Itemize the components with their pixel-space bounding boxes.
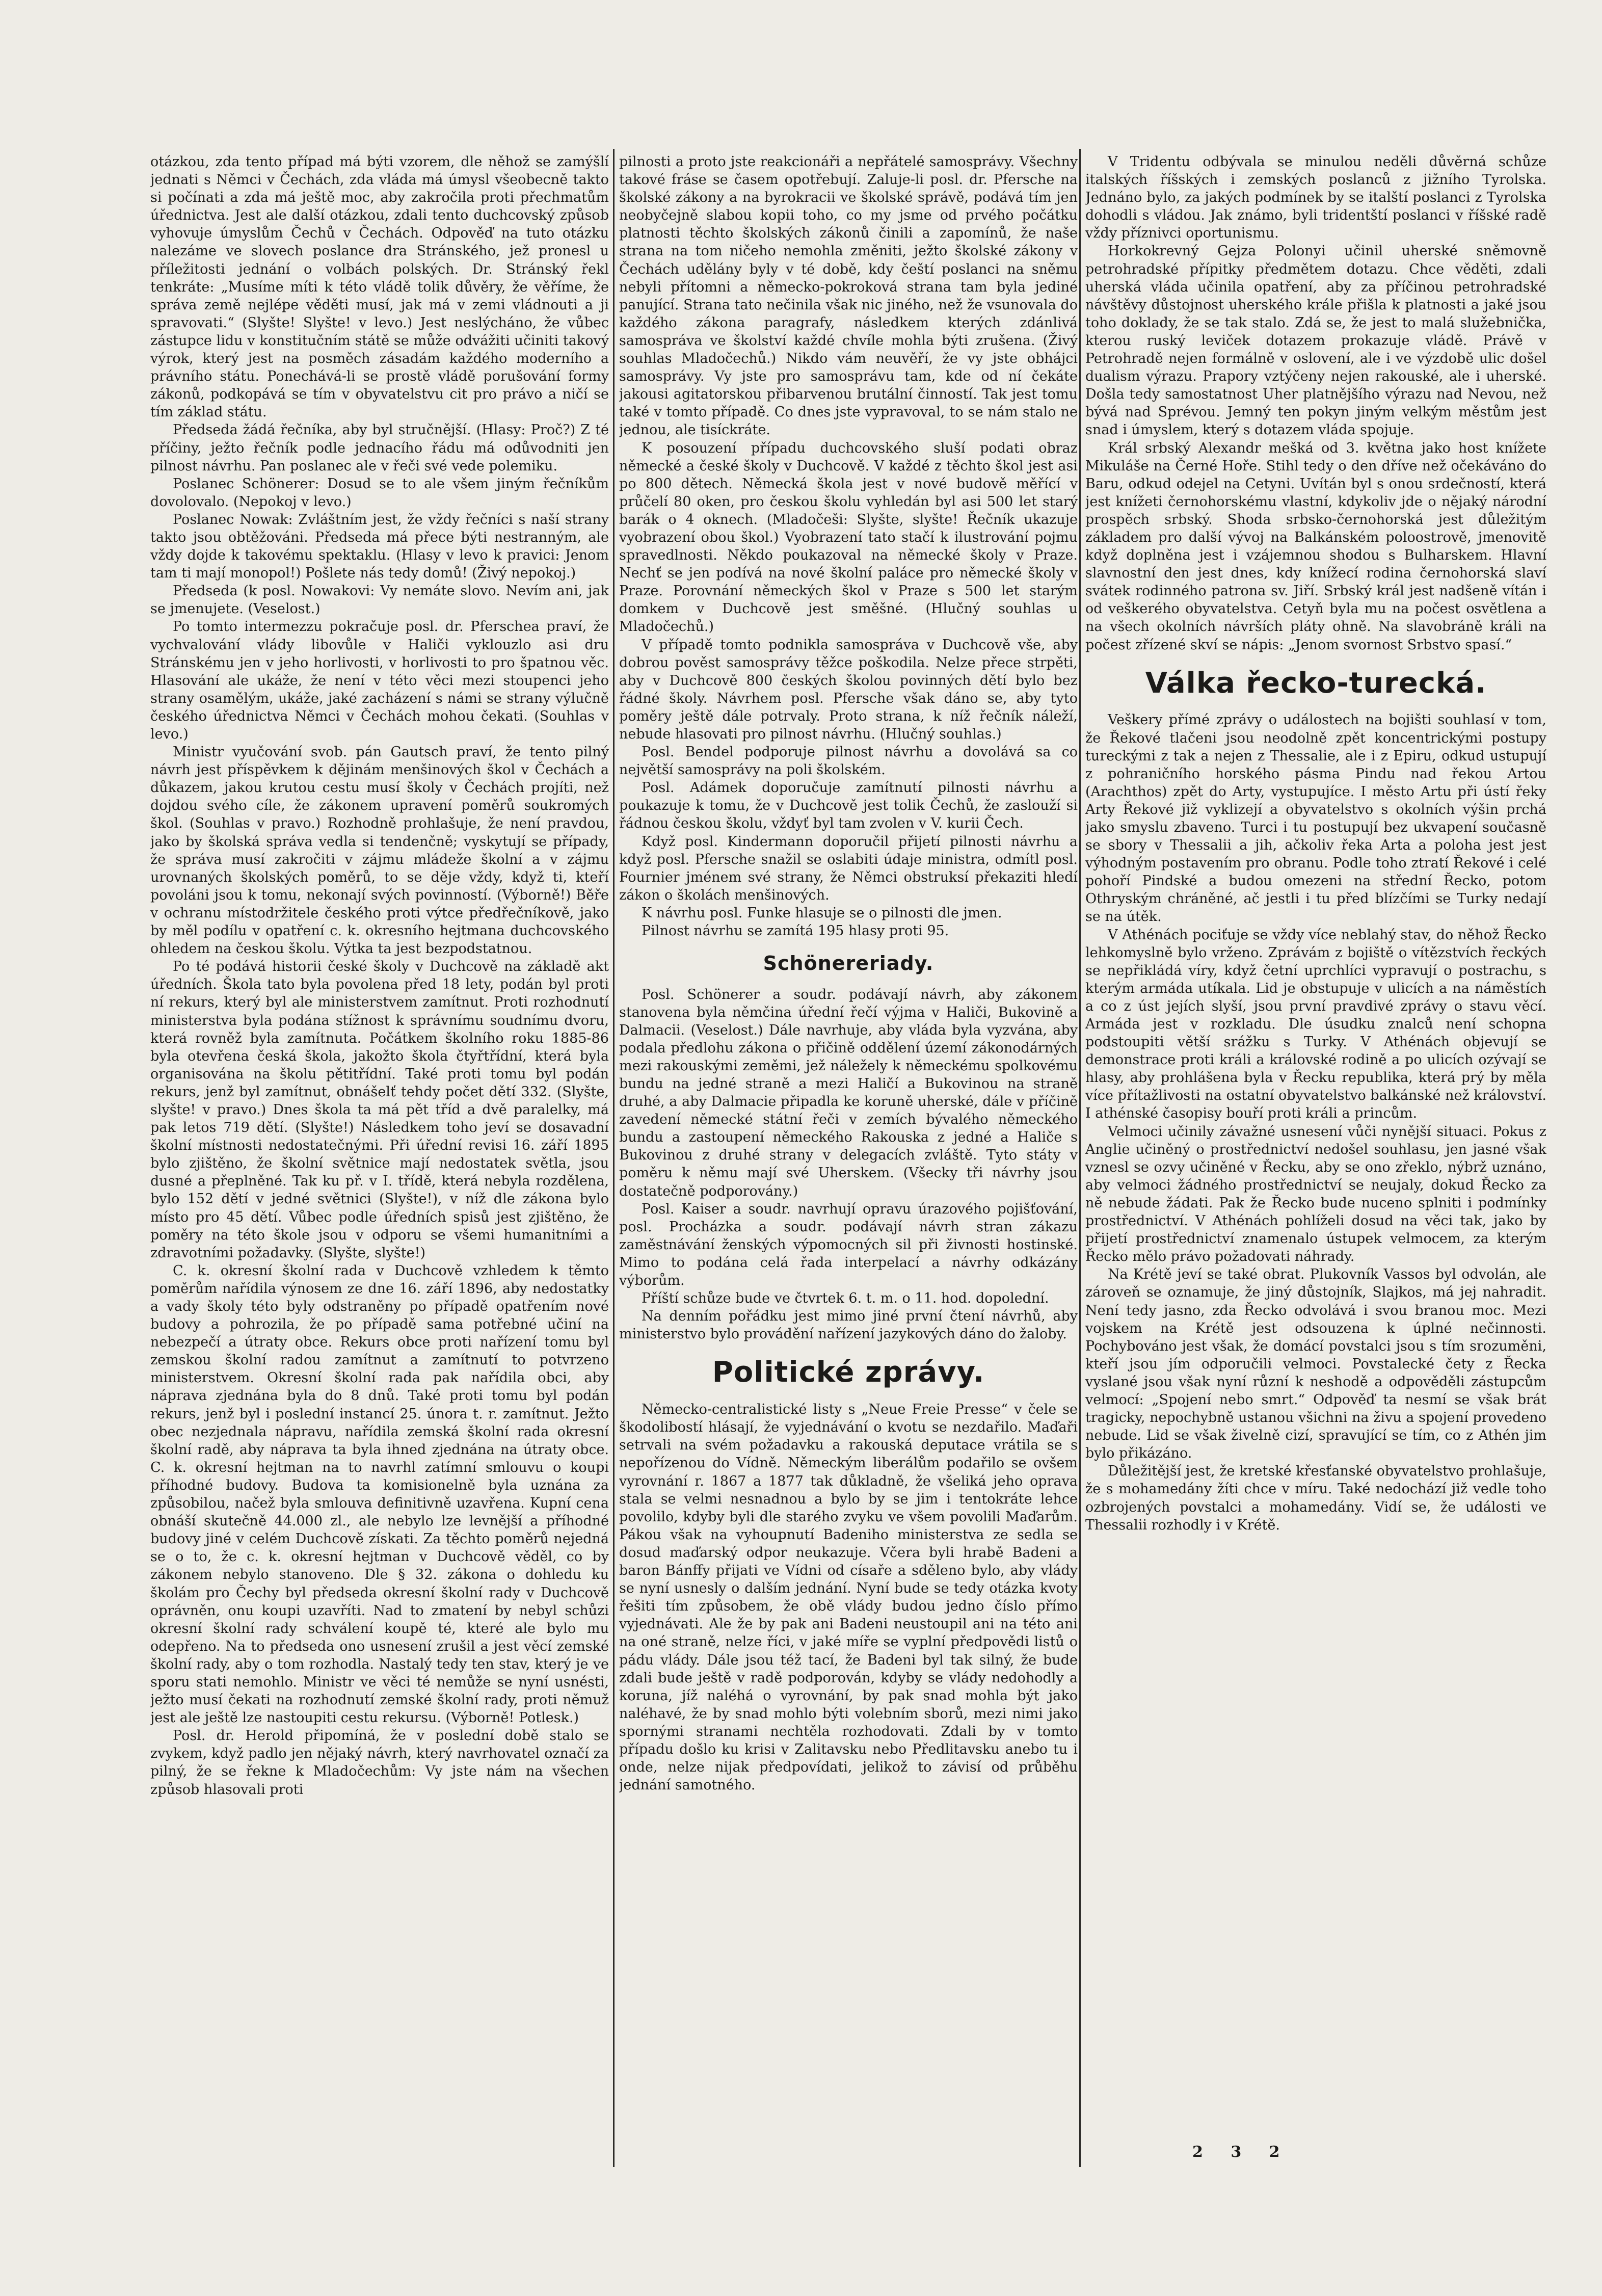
article-paragraph: Horkokrevný Gejza Polonyi učinil uherské sněmovně petrohradské přípitky předmětem dotazu. Chce věděti, zdali uherská vláda učinila opatření, aby za příčinou petrohradské návštěvy důstojnost uherského krále přišla k platnosti a jaké jsou toho doklady, že se tak stalo. Zdá se, že jest to malá služebnička, kterou ruský leviček dotazem prokazuje vládě. Právě v Petrohradě nejen formálně v oslovení, ale i ve výzdobě ulic došel dualism výrazu. Prapory vztýčeny nejen rakouské, ale i uherské. Došla tedy samostatnost Uher platnějšího výrazu nad Nevou, než bývá nad Sprévou. Jemný ten pokyn jiným velkým městům jest snad i úmyslem, který s dotazem vláda spojuje. bbox=[1085, 243, 1546, 438]
article-paragraph: Poslanec Schönerer: Dosud se to ale všem jiným řečníkům dovolovalo. (Nepokoj v levo.) bbox=[150, 476, 609, 510]
article-paragraph: Velmoci učinily závažné usnesení vůči nynější situaci. Pokus z Anglie učiněný o prostřednictví nedošel souhlasu, jen jasné však vznesl se ozvy učiněné v Řecku, aby se ono zřeklo, nýbrž uznáno, aby velmoci žádného prostřednictví se neujaly, dokud Řecko za ně nebude žádati. Pak že Řecko bude nuceno splniti i podmínky prostřednictví. V Athénách pohlíželi dosud na věci tak, jako by přijetí prostřednictví znamenalo ústupek velmocem, za kterým Řecko mělo právo požadovati náhrady. bbox=[1085, 1123, 1546, 1265]
article-paragraph: Posl. dr. Herold připomíná, že v poslední době stalo se zvykem, když padlo jen nějaký návrh, který navrhovatel označí za pilný, že se řekne k Mladočechům: Vy jste nám na všechen způsob hlasovali proti bbox=[150, 1728, 609, 1798]
article-paragraph: Veškery přímé zprávy o událostech na bojišti souhlasí v tom, že Řekové tlačeni jsou neodolně zpět koncentrickými postupy tureckými z tak a nejen z Thessalie, ale i z Epiru, odkud ustupují z pohraničního horského pásma Pindu nad řekou Artou (Arachthos) zpět do Arty, vystupujíce. I město Artu při ústí řeky Arty Řekové již vyklizejí a obyvatelstvo s okolních výšin prchá jako smyslu zbaveno. Turci i tu postupují bez ukvapení současně se sbory v Thessalii a jih, ačkoliv řeka Arta a poloha jest jest výhodným postavením pro obranu. Podle toho ztratí Řekové i celé pohoří Pindské a budou omezeni na střední Řecko, potom Othryským chráněné, ač jestli i tu před blízčími se Turky nedají se na útěk. bbox=[1085, 712, 1546, 925]
article-paragraph: V případě tomto podnikla samospráva v Duchcově vše, aby dobrou pověst samosprávy těžce poškodila. Nelze přece strpěti, aby v Duchcově 800 českých školou povinných dětí bylo bez řádné školy. Návrhem posl. Pfersche však dáno se, aby tyto poměry ještě dále potrvaly. Proto strana, k níž řečník náleží, nebude hlasovati pro pilnost návrhu. (Hlučný souhlas.) bbox=[619, 637, 1078, 742]
article-paragraph: C. k. okresní školní rada v Duchcově vzhledem k těmto poměrům nařídila výnosem ze dne 16. září 1896, aby nedostatky a vady školy této byly odstraněny po případě opatřením nové budovy a pohrozila, že po případě sama potřebné učiní na nebezpečí a útraty obce. Rekurs obce proti nařízení tomu byl zemskou školní radou zamítnut a zamítnutí to potvrzeno ministerstvem. Okresní školní rada pak nařídila obci, aby náprava zjednána byla do 8 dnů. Také proti tomu byl podán rekurs, jenž byl i poslední instancí 25. února t. r. zamítnut. Ježto obec nezjednala nápravu, nařídila zemská školní rada okresní školní radě, aby náprava ta byla ihned zjednána na útraty obce. C. k. okresní hejtman na to navrhl zatímní smlouvu o koupi příhodné budovy. Budova ta komisionelně byla uznána za způsobilou, načež byla smlouva definitivně uzavřena. Kupní cena obnáší skutečně 44.000 zl., ale nebylo lze levnější a příhodné budovy jiné v celém Duchcově získati. Za těchto poměrů nejedná se o to, že c. k. okresní hejtman v Duchcově věděl, co by zákonem nebylo stanoveno. Dle § 32. zákona o dohledu ku školám pro Čechy byl předseda okresní školní rady v Duchcově oprávněn, onu koupi uzavříti. Nad to zmatení by nebyl schůzi okresní školní rady schválení koupě té, které ale bylo mu odepřeno. Na to předseda ono usnesení zrušil a jest věcí zemské školní rady, aby o tom rozhodla. Nastalý tedy ten stav, který je ve sporu stati nemohlo. Ministr ve věci té nemůže se nyní usnésti, ježto musí čekati na rozhodnutí zemské školní rady, proti němuž jest ale ještě lze nastoupiti cestu rekursu. (Výborně! Potlesk.) bbox=[150, 1262, 609, 1726]
article-paragraph: Německo-centralistické listy s „Neue Freie Presse“ v čele se škodolibostí hlásají, že vyjednávání o kvotu se nezdařilo. Maďaři setrvali na svém požadavku a rakouská deputace vrátila se s nepořízenou do Vídně. Německým liberálům podařilo se ovšem vyrovnání r. 1867 a 1877 tak důkladně, že všeliká jeho oprava stala se velmi nesnadnou a bylo by se jim i tentokráte lehce povolilo, kdyby byli dle starého zvyku ve všem povolili Maďarům. Pákou však na vyhoupnutí Badeniho ministerstva ze sedla se dosud maďarský odpor neukazuje. Včera byli hrabě Badeni a baron Bánffy přijati ve Vídni od císaře a sděleno bylo, aby vlády se nyní usnesly o dalším jednání. Nyní bude se tedy otázka kvoty řešiti tím způsobem, že obě vlády budou jedno číslo přímo vyjednávati. Ale že by pak ani Badeni neustoupil ani na této ani na oné straně, nelze říci, v jaké míře se vyplní předpovědi listů o pádu vlády. Dále jsou též tací, že Badeni byl tak silný, že bude zdali bude ještě v radě podporován, kdyby se vlády nedohodly a koruna, jíž naléhá o vyrovnání, by pak snad mohla být jako naléhavé, že by snad mohlo býti volebním sborů, mezi nimi jako spornými stranami nechtěla rozhodovati. Zdali by v tomto případu došlo ku krisi v Zalitavsku nebo Předlitavsku anebo tu i onde, nelze nijak předpovídati, jelikož to závisí od průběhu jednání samotného. bbox=[619, 1402, 1078, 1793]
article-paragraph: Po tomto intermezzu pokračuje posl. dr. Pferscheа praví, že vychvalování vlády libovůle v Haliči vyklouzlo asi dru Stránskému jen v jeho horlivosti, v horlivosti to pro špatnou věc. Hlasování ale ukáže, že není v této věci mezi stoupenci jeho strany osamělým, ukáže, jaké zacházení s námi se strany výlučně českého úřednictva Němci v Čechách mohou čekati. (Souhlas v levo.) bbox=[150, 619, 609, 742]
article-paragraph: Důležitější jest, že kretské křesťanské obyvatelstvo prohlašuje, že s mohamedány žíti chce v míru. Také nedochází již vedle toho ozbrojených povstalci a mohamedány. Vidí se, že události ve Thessalii rozhodly i v Krétě. bbox=[1085, 1463, 1546, 1533]
column-3 bbox=[1085, 153, 1546, 2181]
article-paragraph: Když posl. Kindermann doporučil přijetí pilnosti návrhu a když posl. Pfersche snažil se oslabiti údaje ministra, odmítl posl. Fournier jménem své strany, že Němci obstruksí překaziti hledí zákon o školách menšinových. bbox=[619, 833, 1078, 903]
article-paragraph: Předseda (k posl. Nowakovi: Vy nemáte slovo. Nevím ani, jak se jmenujete. (Veselost.) bbox=[150, 583, 609, 617]
article-paragraph: Ministr vyučování svob. pán Gautsch praví, že tento pilný návrh jest příspěvkem k dějinám menšinových škol v Čechách a důkazem, jakou krutou cestu musí školy v Čechách projíti, než dojdou svého cíle, že zákonem upravení poměrů soukromých škol. (Souhlas v pravo.) Rozhodně prohlašuje, že není pravdou, jako by školská správa vedla si tendenčně; vyskytují se případy, že správa musí zakročiti v zájmu mládeže školní a v zájmu urovnaných školských poměrů, to se děje vždy, když ti, kteří povoláni jsou k tomu, nekonají svých povinností. (Výborně!) Běře v ochranu místodržitele českého proti výtce předřečníkově, jako by měl podílu v opatření c. k. okresního hejtmana duchcovského ohledem na českou školu. Výtka ta jest bezpodstatnou. bbox=[150, 744, 609, 957]
column-2 bbox=[619, 153, 1078, 2181]
article-paragraph: Na denním pořádku jest mimo jiné první čtení návrhů, aby ministerstvo bylo provádění nařízení jazykových dáno do žaloby. bbox=[619, 1308, 1078, 1342]
article-paragraph: Po té podává historii české školy v Duchcově na základě akt úředních. Škola tato byla povolena před 18 lety, podán byl proti ní rekurs, který byl ale ministerstvem zamítnut. Proti rozhodnutí ministerstva byla podána stížnost k správnímu soudnímu dvoru, která rovněž byla zamítnuta. Počátkem školního roku 1885-86 byla otevřena česká škola, jakožto škola čtyřtřídní, která byla organisována na školu pětitřídní. Také proti tomu byl podán rekurs, jenž byl zamítnut, obnášelť tehdy počet dětí 332. (Slyšte, slyšte! v pravo.) Dnes škola ta má pět tříd a dvě paralelky, má pak letos 719 dětí. (Slyšte!) Následkem toho jeví se dosavadní školní místnosti nedostatečnými. Při úřední revisi 16. září 1895 bylo zjištěno, že školní světnice mají nedostatek světla, jsou dusné a přeplněné. Tak ku př. v I. třídě, která nebyla rozdělena, bylo 152 dětí v jedné světnici (Slyšte!), v níž dle zákona bylo místo pro 45 dětí. Vůbec podle úředních spisů jest zjištěno, že poměry na této škole jsou v odporu se všemi humanitními a zdravotními požadavky. (Slyšte, slyšte!) bbox=[150, 959, 609, 1261]
section-heading: Schönereriady. bbox=[763, 952, 934, 975]
article-paragraph: Předseda žádá řečníka, aby byl stručnější. (Hlasy: Proč?) Z té příčiny, ježto řečník podle jednacího řádu má odůvodniti jen pilnost návrhu. Pan poslanec ale v řeči své vede polemiku. bbox=[150, 422, 609, 474]
page-number: 2 3 2 bbox=[1192, 2143, 1291, 2161]
article-paragraph: Na Krétě jeví se také obrat. Plukovník Vassos byl odvolán, ale zároveň se oznamuje, že jiný důstojník, Slajkos, má jej nahradit. Není tedy jasno, zda Řecko odvolává i svou branou moc. Mezi vojskem na Krétě jest odsouzena k úplné nečinnosti. Pochybováno jest však, že domácí povstalci jsou s tím srozuměni, kteří jsou jím odporučili velmoci. Povstalecké čety z Řecka vyslané jsou však nyní různí k neshodě a odpověděli zástupcům velmocí: „Spojení nebo smrt.“ Odpověď ta nesmí se však brát tragicky, nepochybně ustanou všichni na živu a spojení provedeno nebude. Lid se však živelně cizí, spravující se tím, co z Athén jim bylo přikázáno. bbox=[1085, 1266, 1546, 1462]
article-paragraph: K posouzení případu duchcovského sluší podati obraz německé a české školy v Duchcově. V každé z těchto škol jest asi po 800 dětech. Německá škola jest v nové budově měřící v průčelí 80 oken, pro českou školu vyhledán byl asi 500 let starý barák o 4 oknech. (Mladočeši: Slyšte, slyšte! Řečník ukazuje vyobrazení obou škol.) Vyobrazení tato stačí k ilustrování pojmu spravedlnosti. Někdo poukazoval na německé školy v Praze. Nechť se jen podívá na nové školní paláce pro německé školy v Praze. Porovnání německých škol v Praze s 500 let starým domkem v Duchcově jest směšné. (Hlučný souhlas u Mladočechů.) bbox=[619, 440, 1078, 635]
article-paragraph: Poslanec Nowak: Zvláštním jest, že vždy řečníci s naší strany takto jsou obtěžováni. Předseda má přece býti nestranným, ale vždy dojde k takovému spektaklu. (Hlasy v levo k pravici: Jenom tam ti mají monopol!) Pošlete nás tedy domů! (Živý nepokoj.) bbox=[150, 511, 609, 582]
article-paragraph: K návrhu posl. Funke hlasuje se o pilnosti dle jmen. bbox=[642, 905, 1002, 921]
column-rule bbox=[613, 149, 615, 2167]
column-rule bbox=[1079, 149, 1081, 2167]
article-paragraph: Příští schůze bude ve čtvrtek 6. t. m. o 11. hod. dopolední. bbox=[642, 1290, 1049, 1307]
section-heading: Válka řecko-turecká. bbox=[1145, 666, 1487, 700]
article-paragraph: otázkou, zda tento případ má býti vzorem, dle něhož se zamýšlí jednati s Němci v Čechách, zda vláda má úmysl všeobecně takto si počínati a zda má ještě moc, aby zakročila proti přechmatům úřednictva. Jest ale další otázkou, zdali tento duchcovský způsob vyhovuje úmyslům Čechů v Čechách. Odpověď na tuto otázku nalezáme ve slovech poslance dra Stránského, jež pronesl u příležitosti jednání o volbách polských. Dr. Stránský řekl tenkráte: „Musíme míti k této vládě tolik důvěry, že věříme, že správa země nejlépe věděti musí, jak má v zemi vládnouti a ji spravovati.“ (Slyšte! Slyšte! v levo.) Jest neslýcháno, že vůbec zástupce lidu v konstitučním státě se může odvážiti učiniti takový výrok, který jest na posměch zásadám každého moderního a právního státu. Ponechává-li se prostě vládě porušování formy zákonů, podkopává se tím v obyvatelstvu cit pro právo a ničí se tím základ státu. bbox=[150, 154, 609, 420]
article-paragraph: V Athénách pociťuje se vždy více neblahý stav, do něhož Řecko lehkomyslně bylo vrženo. Zprávám z bojiště o vítězstvích řeckých se nepřikládá víry, když četní uprchlíci vypravují o postrachu, s kterým armáda utíkala. Lid je obstupuje v ulicích a na náměstích a co z úst jejích slyší, jsou první pravdivé zprávy o stavu věcí. Armáda jest v rozkladu. Dle úsudku znalců není schopna podstoupiti větší srážku s Turky. V Athénách objevují se demonstrace proti králi a královské rodině a po ulicích ozývají se hlasy, aby prohlášena byla v Řecku republika, která prý by měla více přítažlivosti na ostatní obyvatelstvo balkánské než království. I athénské časopisy bouří proti králi a princům. bbox=[1085, 927, 1546, 1122]
article-paragraph: Pilnost návrhu se zamítá 195 hlasy proti 95. bbox=[642, 923, 949, 939]
article-paragraph: Král srbský Alexandr mešká od 3. května jako host knížete Mikuláše na Černé Hoře. Stihl tedy o den dříve než očekáváno do Baru, odkud odejel na Cetyni. Uvítán byl s onou srdečností, která jest knížeti černohorskému vlastní, kdykoliv jde o nějaký národní prospěch srbský. Shoda srbsko-černohorská jest důležitým základem pro další vývoj na Balkánském poloostrově, jmenovitě když doplněna jest i vzájemnou shodou s Bulharskem. Hlavní slavnostní den jest dnes, kdy knížecí rodina černohorská slaví svátek rodinného patrona sv. Jiří. Srbský král jest nadšeně vítán i od veškerého obyvatelstva. Cetyň byla mu na počest osvětlena a na všech okolních návrších pláty ohně. Na slavobráně králi na počest zřízené skví se nápis: „Jenom svornost Srbstvo spasí.“ bbox=[1085, 440, 1546, 653]
section-heading: Politické zprávy. bbox=[712, 1356, 985, 1389]
article-paragraph: Posl. Bendel podporuje pilnost návrhu a dovolává sa co největší samosprávy na poli školském. bbox=[619, 744, 1078, 778]
article-paragraph: pilnosti a proto jste reakcionáři a nepřátelé samosprávy. Všechny takové fráse se časem opotřebují. Zaluje-li posl. dr. Pfersche na školské zákony a na byrokracii ve školské správě, podává tím jen neobyčejně slabou kopii toho, co my jsme od prvého počátku platnosti těchto školských zákonů činili a zapomínů, že naše strana na tom ničeho nemohla změniti, ježto školské zákony v Čechách udělány byly v té době, kdy čeští poslanci na sněmu nebyli přítomni a německo-pokroková strana tam byla jediné panující. Strana tato nečinila však nic jiného, než že vsunovala do každého zákona paragrafy, následkem kterých zdánlivá samospráva ve školství každé chvíle mohla býti zrušena. (Živý souhlas Mladočechů.) Nikdo vám neuvěří, že vy jste obhájci samosprávy. Vy jste pro samosprávu tam, kde od ní čekáte jakousi agitatorskou přibarvenou brutální činností. Tak jest tomu také v tomto případě. Co dnes jste vypravoval, to se nám stalo ne jednou, ale tisíckráte. bbox=[619, 154, 1078, 438]
article-paragraph: V Tridentu odbývala se minulou neděli důvěrná schůze italských říšských i zemských poslanců z jižního Tyrolska. Jednáno bylo, za jakých podmínek by se italští poslanci z Tyrolska dohodli s vládou. Jak známo, byli tridentští poslanci v říšské radě vždy příznivci oportunismu. bbox=[1085, 154, 1546, 242]
column-1 bbox=[150, 153, 609, 2181]
article-paragraph: Posl. Kaiser a soudr. navrhují opravu úrazového pojišťování, posl. Procházka a soudr. podávají návrh stran zákazu zaměstnávání ženských výpomocných sil při živnosti hostinské. Mimo to podána celá řada interpelací a návrhy odkázány výborům. bbox=[619, 1201, 1078, 1289]
article-paragraph: Posl. Schönerer a soudr. podávají návrh, aby zákonem stanovena byla němčina úřední řečí výjma v Haliči, Bukovině a Dalmacii. (Veselost.) Dále navrhuje, aby vláda byla vyzvána, aby podala předlohu zákona o přičině oddělení území zákonodárných mezi rakouskými zeměmi, jež náležely k německému spolkovému bundu na jedné straně a mezi Haličí a Bukovinou na straně druhé, a aby Dalmacie připadla ke koruně uherské, dále v příčině zavedení německé státní řeči v zemích bývalého německého bundu a zastoupení německého Rakouska z jedné a Haliče s Bukovinou z druhé strany v delegacích zvláště. Tyto státy v poměru k němu mají své Uherskem. (Všecky tři návrhy jsou dostatečně podporovány.) bbox=[619, 986, 1078, 1199]
article-paragraph: Posl. Adámek doporučuje zamítnutí pilnosti návrhu a poukazuje k tomu, že v Duchcově jest tolik Čechů, že zaslouží si řádnou českou školu, vždyť byl tam zvolen v V. kurii Čech. bbox=[619, 780, 1078, 832]
